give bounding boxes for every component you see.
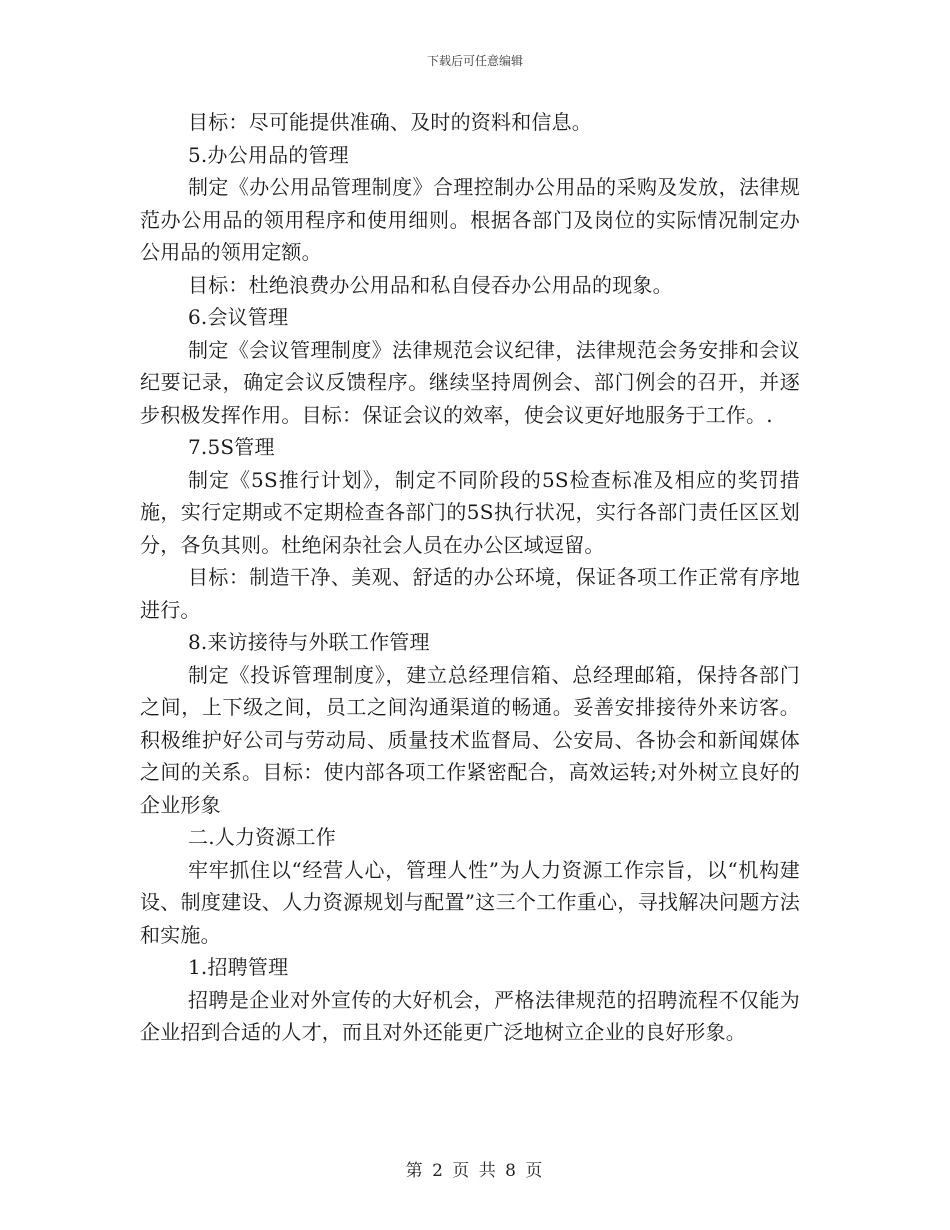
page-number-footer: 第 2 页 共 8 页	[405, 1161, 545, 1181]
page-header-note: 下载后可任意编辑	[426, 54, 523, 68]
paragraph: 制定《5S推行计划》，制定不同阶段的5S检查标准及相应的奖罚措施，实行定期或不定期检查各部门的5S执行状况，实行各部门责任区区划分，各负其则。杜绝闲杂社会人员在办公区域逗留。	[140, 467, 800, 557]
document-body	[140, 106, 800, 1049]
section-heading: 8.来访接待与外联工作管理	[188, 630, 430, 654]
paragraph: 目标：尽可能提供准确、及时的资料和信息。	[188, 110, 592, 134]
section-heading: 7.5S管理	[188, 435, 275, 459]
section-heading: 1.招聘管理	[188, 955, 289, 979]
section-heading: 6.会议管理	[188, 305, 289, 329]
paragraph: 制定《投诉管理制度》，建立总经理信箱、总经理邮箱，保持各部门之间，上下级之间，员工之间沟通渠道的畅通。妥善安排接待外来访客。积极维护好公司与劳动局、质量技术监督局、公安局、各协会和新闻媒体之间的关系。目标：使内部各项工作紧密配合，高效运转;对外树立良好的企业形象	[140, 662, 800, 817]
paragraph: 牢牢抓住以“经营人心，管理人性”为人力资源工作宗旨，以“机构建设、制度建设、人力资源规划与配置”这三个工作重心，寻找解决问题方法和实施。	[140, 857, 800, 947]
paragraph: 目标：杜绝浪费办公用品和私自侵吞办公用品的现象。	[188, 272, 673, 297]
paragraph: 制定《会议管理制度》法律规范会议纪律，法律规范会务安排和会议纪要记录，确定会议反馈程序。继续坚持周例会、部门例会的召开，并逐步积极发挥作用。目标：保证会议的效率，使会议更好地服务于工作。.	[140, 337, 800, 427]
paragraph: 招聘是企业对外宣传的大好机会，严格法律规范的招聘流程不仅能为企业招到合适的人才，而且对外还能更广泛地树立企业的良好形象。	[140, 987, 800, 1044]
paragraph: 目标：制造干净、美观、舒适的办公环境，保证各项工作正常有序地进行。	[140, 565, 800, 622]
section-heading: 5.办公用品的管理	[188, 142, 349, 167]
paragraph: 制定《办公用品管理制度》合理控制办公用品的采购及发放，法律规范办公用品的领用程序和使用细则。根据各部门及岗位的实际情况制定办公用品的领用定额。	[140, 175, 800, 264]
section-heading: 二.人力资源工作	[188, 825, 336, 849]
